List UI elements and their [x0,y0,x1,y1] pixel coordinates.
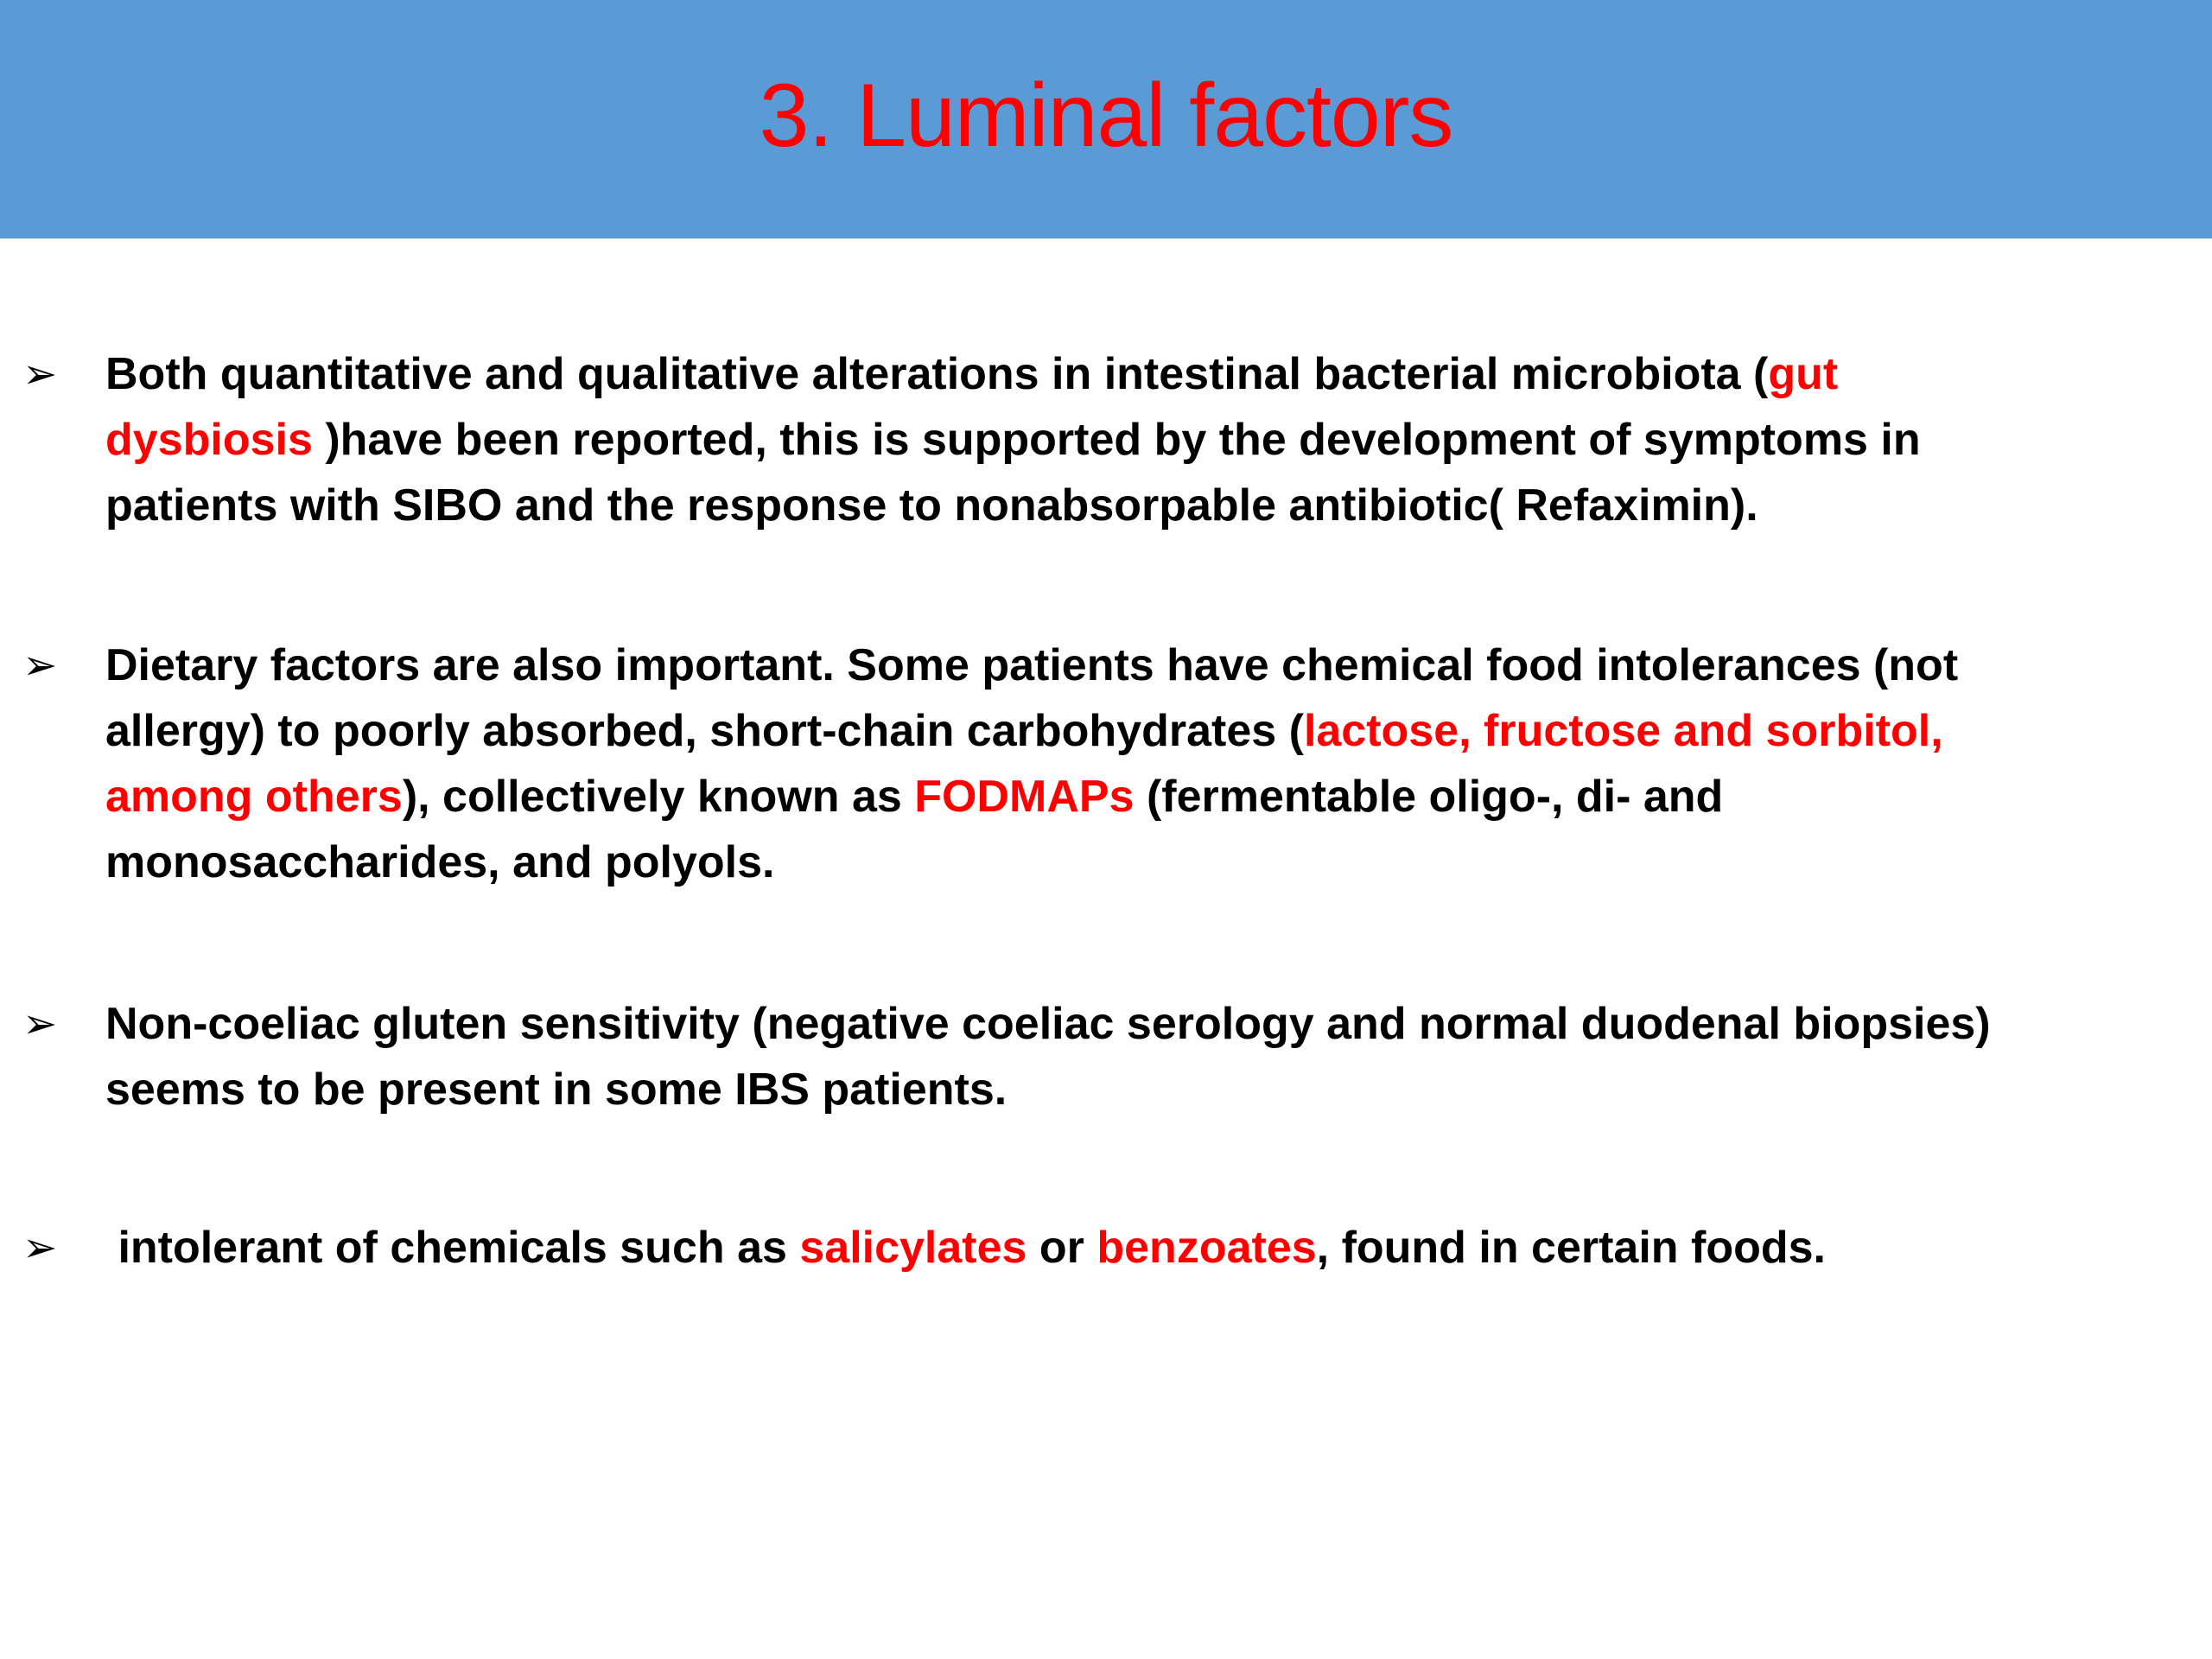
bullet-line [105,1215,2127,1281]
highlighted-term: among others [105,772,403,822]
highlighted-term: lactose, fructose and sorbitol, [1303,706,1943,756]
arrow-bullet-icon: ➢ [22,1000,58,1048]
bullet-text [105,991,2127,1122]
bullet-line [105,407,2127,473]
highlighted-term: salicylates [799,1223,1027,1273]
text-segment: (fermentable oligo-, di- and [1134,772,1724,822]
bullet-line [105,764,2127,830]
bullet-line [105,991,2127,1057]
bullet-text [105,341,2127,538]
text-segment: Both quantitative and qualitative alterations in intestinal bacterial microbiota ( [105,349,1769,399]
highlighted-term: dysbiosis [105,415,313,465]
bullet-text [105,632,2127,895]
text-segment: monosaccharides, and polyols. [105,837,775,887]
text-segment: ), collectively known as [402,772,915,822]
text-segment: seems to be present in some IBS patients. [105,1065,1007,1115]
highlighted-term: FODMAPs [914,772,1135,822]
bullet-line [105,830,2127,895]
text-segment: allergy) to poorly absorbed, short-chain carbohydrates ( [105,706,1304,756]
highlighted-term: benzoates [1096,1223,1317,1273]
text-segment: Non-coeliac gluten sensitivity (negative coeliac serology and normal duodenal biopsies) [105,999,1991,1049]
highlighted-term: gut [1768,349,1839,399]
bullet-text [105,1215,2127,1281]
text-segment: patients with SIBO and the response to nonabsorpable antibiotic( Refaximin). [105,480,1758,531]
text-segment: , found in certain foods. [1316,1223,1826,1273]
arrow-bullet-icon: ➢ [22,641,58,690]
bullet-line [105,341,2127,407]
bullet-line [105,1057,2127,1122]
bullet-line [105,632,2127,698]
slide-title: 3. Luminal factors [759,66,1453,166]
arrow-bullet-icon: ➢ [22,350,58,398]
bullet-line [105,473,2127,538]
text-segment: Dietary factors are also important. Some patients have chemical food intolerances (not [105,640,1959,690]
text-segment: or [1027,1223,1097,1273]
bullet-line [105,698,2127,764]
arrow-bullet-icon: ➢ [22,1224,58,1272]
text-segment: intolerant of chemicals such as [105,1223,800,1273]
text-segment: )have been reported, this is supported by the development of symptoms in [312,415,1921,465]
